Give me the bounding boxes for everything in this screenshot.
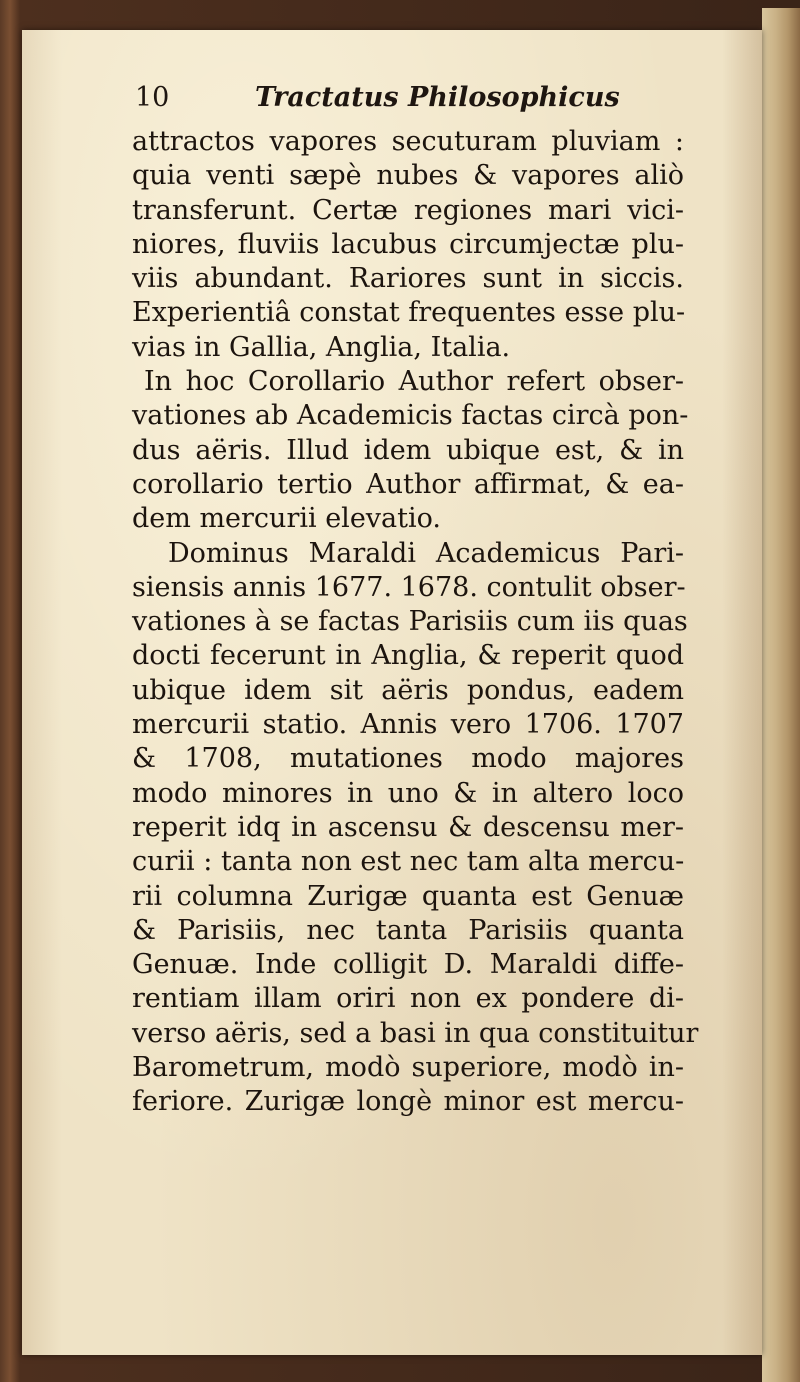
text-line-3: transferunt. Certæ regiones mari vici- xyxy=(132,194,684,226)
text-line-6: Experientiâ constat frequentes esse plu- xyxy=(132,297,686,329)
text-line-29: feriore. Zurigæ longè minor est mercu- xyxy=(132,1086,684,1118)
text-line-13: Dominus Maraldi Academicus Pari- xyxy=(168,537,684,569)
text-line-12: dem mercurii elevatio. xyxy=(132,503,441,535)
text-line-11: corollario tertio Author affirmat, & ea- xyxy=(132,468,684,500)
text-line-19: & 1708, mutationes modo majores xyxy=(132,743,684,775)
text-line-28: Barometrum, modò superiore, modò in- xyxy=(132,1052,684,1084)
text-line-27: verso aëris, sed a basi in qua constituitur xyxy=(132,1017,699,1049)
text-line-23: rii columna Zurigæ quanta est Genuæ xyxy=(132,880,684,912)
running-title: Tractatus Philosophicus xyxy=(255,82,620,113)
text-line-17: ubique idem sit aëris pondus, eadem xyxy=(132,674,684,706)
page-edge xyxy=(762,8,800,1382)
text-line-25: Genuæ. Inde colligit D. Maraldi diffe- xyxy=(132,949,684,981)
text-line-15: vationes à se factas Parisiis cum iis quas xyxy=(132,606,688,638)
text-line-26: rentiam illam oriri non ex pondere di- xyxy=(132,983,684,1015)
page-header xyxy=(135,82,675,122)
text-line-5: viis abundant. Rariores sunt in siccis. xyxy=(132,263,684,295)
text-line-18: mercurii statio. Annis vero 1706. 1707 xyxy=(132,709,684,741)
text-line-4: niores, fluviis lacubus circumjectæ plu- xyxy=(132,228,684,260)
text-line-2: quia venti sæpè nubes & vapores aliò xyxy=(132,160,684,192)
text-line-16: docti fecerunt in Anglia, & reperit quod xyxy=(132,640,684,672)
body-text xyxy=(132,125,699,1120)
text-line-7: vias in Gallia, Anglia, Italia. xyxy=(132,331,511,363)
text-line-10: dus aëris. Illud idem ubique est, & in xyxy=(132,434,684,466)
text-line-21: reperit idq in ascensu & descensu mer- xyxy=(132,811,684,843)
text-line-8: In hoc Corollario Author refert obser- xyxy=(144,366,684,398)
text-line-22: curii : tanta non est nec tam alta mercu- xyxy=(132,846,685,878)
text-line-20: modo minores in uno & in altero loco xyxy=(132,777,684,809)
text-line-1: attractos vapores secuturam pluviam : xyxy=(132,126,684,157)
text-line-24: & Parisiis, nec tanta Parisiis quanta xyxy=(132,914,684,946)
text-line-14: siensis annis 1677. 1678. contulit obser- xyxy=(132,571,686,603)
page-number: 10 xyxy=(135,82,170,113)
text-line-9: vationes ab Academicis factas circà pon- xyxy=(132,400,689,432)
